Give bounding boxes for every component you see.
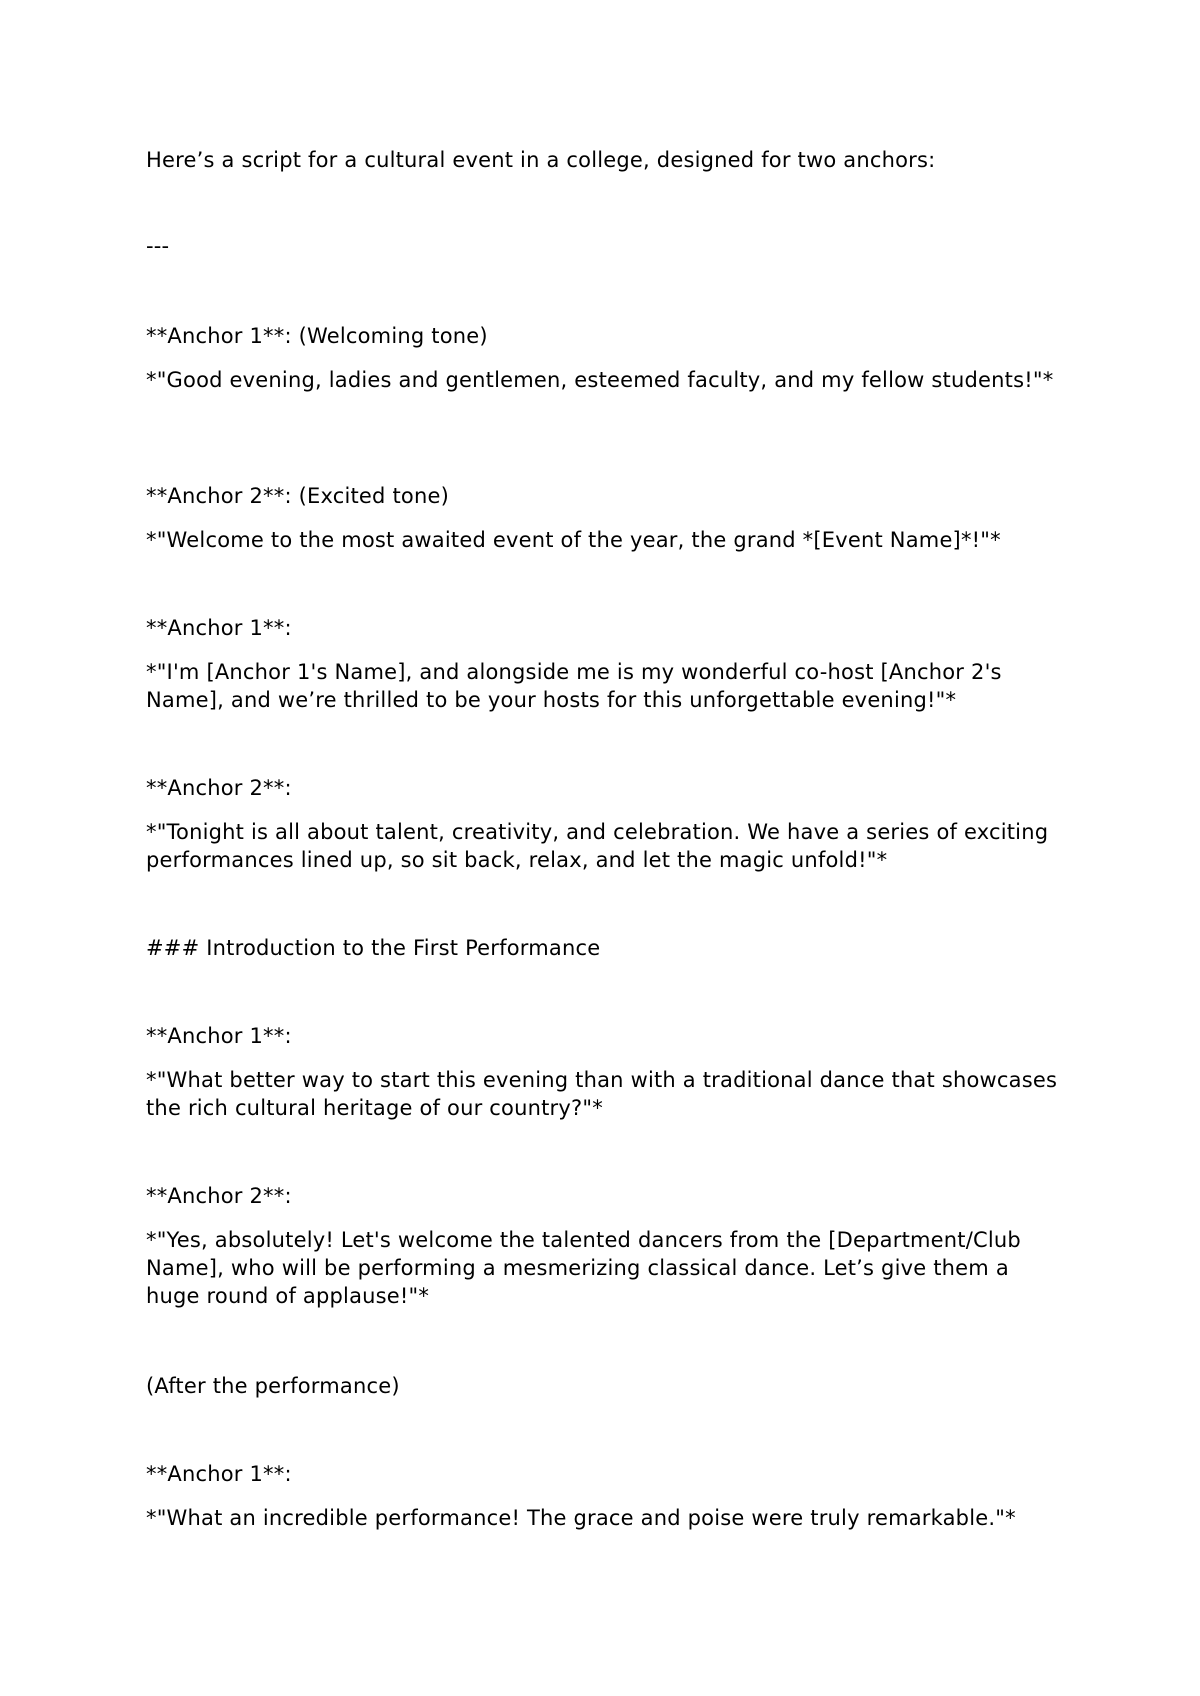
dialogue-line: *"What an incredible performance! The grace and poise were truly remarkable."* — [146, 1506, 1016, 1530]
speaker-label: **Anchor 2**: — [146, 1184, 292, 1208]
speaker-label: **Anchor 1**: — [146, 1462, 292, 1486]
section-heading: ### Introduction to the First Performance — [146, 936, 601, 960]
dialogue-line: *"I'm [Anchor 1's Name], and alongside me is my wonderful co-host [Anchor 2's Name], and we’re thrilled to be your hosts for this unforgettable evening!"* — [146, 660, 1002, 712]
dialogue-line: *"Yes, absolutely! Let's welcome the talented dancers from the [Department/Club Name], who will be performing a mesmerizing classical dance. Let’s give them a huge round of applause!"* — [146, 1228, 1021, 1308]
dialogue-line: *"What better way to start this evening than with a traditional dance that showcases the rich cultural heritage of our country?"* — [146, 1068, 1058, 1120]
speaker-label: **Anchor 2**: (Excited tone) — [146, 484, 449, 508]
speaker-label: **Anchor 1**: — [146, 1024, 292, 1048]
separator: --- — [146, 234, 170, 258]
speaker-label: **Anchor 2**: — [146, 776, 292, 800]
stage-note: (After the performance) — [146, 1374, 400, 1398]
dialogue-line: *"Tonight is all about talent, creativity, and celebration. We have a series of exciting performances lined up, so sit back, relax, and let the magic unfold!"* — [146, 820, 1049, 872]
speaker-label: **Anchor 1**: (Welcoming tone) — [146, 324, 488, 348]
dialogue-line: *"Good evening, ladies and gentlemen, esteemed faculty, and my fellow students!"* — [146, 368, 1054, 392]
dialogue-line: *"Welcome to the most awaited event of the year, the grand *[Event Name]*!"* — [146, 528, 1001, 552]
intro-text: Here’s a script for a cultural event in a college, designed for two anchors: — [146, 148, 936, 172]
speaker-label: **Anchor 1**: — [146, 616, 292, 640]
